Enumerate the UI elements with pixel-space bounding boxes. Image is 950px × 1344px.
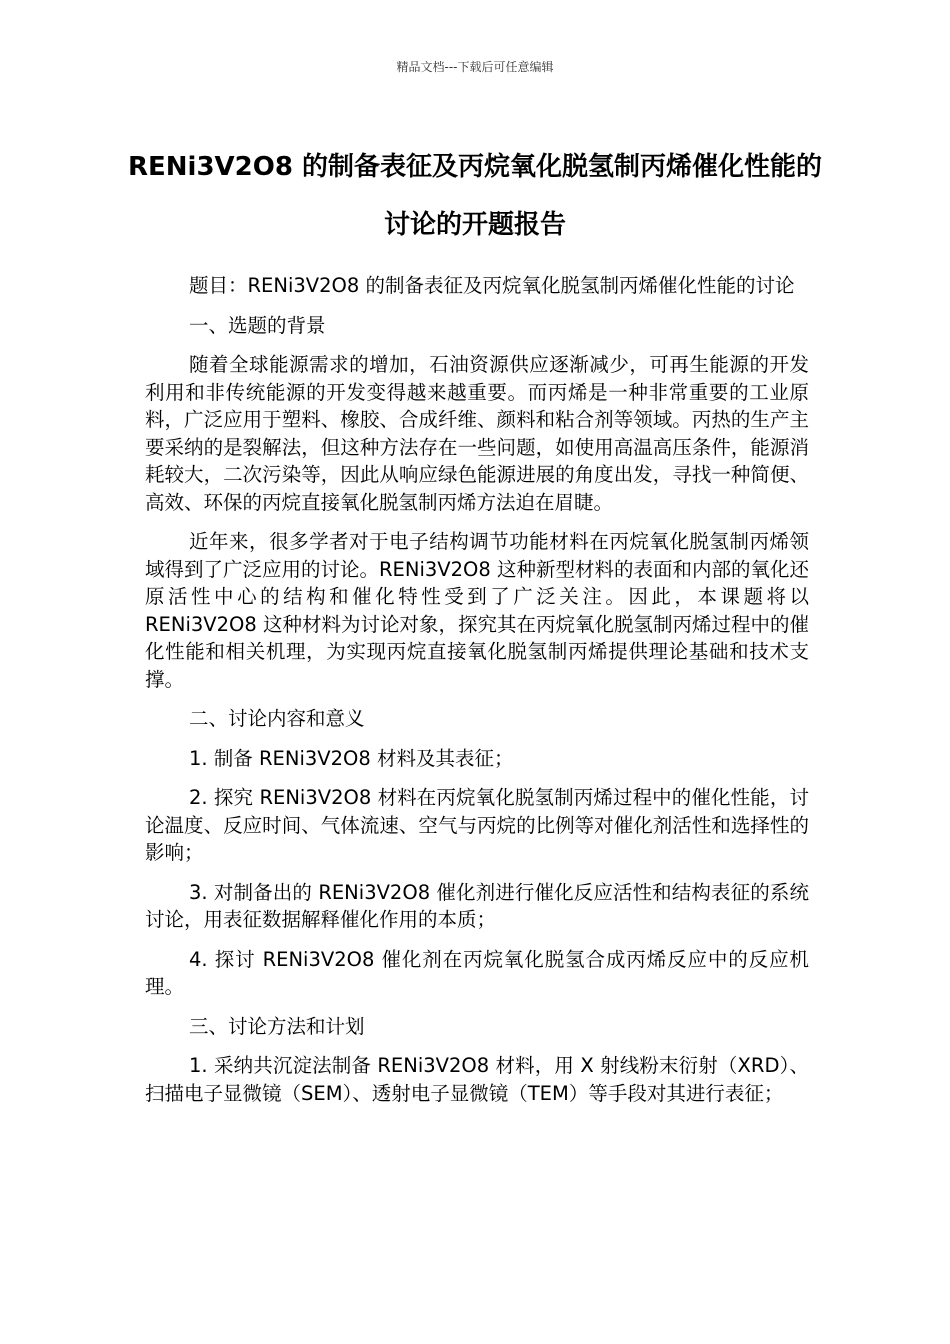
section-heading-background: 一、选题的背景 xyxy=(189,313,326,337)
section-heading-content: 二、讨论内容和意义 xyxy=(189,707,365,730)
list-item: 4. 探讨 RENi3V2O8 催化剂在丙烷氧化脱氢合成丙烯反应中的反应机理。 xyxy=(145,947,809,998)
body-paragraph: 随着全球能源需求的增加，石油资源供应逐渐减少，可再生能源的开发利用和非传统能源的开发变得越来越重要。而丙烯是一种非常重要的工业原料，广泛应用于塑料、橡胶、合成纤维、颜料和粘合剂等领域。丙热的生产主要采纳的是裂解法，但这种方法存在一些问题，如使用高温高压条件，能源消耗较大，二次污染等，因此从响应绿色能源进展的角度出发，寻找一种简便、高效、环保的丙烷直接氧化脱氢制丙烯方法迫在眉睫。 xyxy=(145,353,809,514)
list-item: 3. 对制备出的 RENi3V2O8 催化剂进行催化反应活性和结构表征的系统讨论，用表征数据解释催化作用的本质； xyxy=(145,880,809,931)
list-item: 1. 采纳共沉淀法制备 RENi3V2O8 材料，用 X 射线粉末衍射（XRD）、扫描电子显微镜（SEM）、透射电子显微镜（TEM）等手段对其进行表征； xyxy=(145,1054,809,1105)
body-paragraph: 近年来，很多学者对于电子结构调节功能材料在丙烷氧化脱氢制丙烯领域得到了广泛应用的讨论。RENi3V2O8 这种新型材料的表面和内部的氧化还原活性中心的结构和催化特性受到了广泛关注。因此，本课题将以 RENi3V2O8 这种材料为讨论对象，探究其在丙烷氧化脱氢制丙烯过程中的催化性能和相关机理，为实现丙烷直接氧化脱氢制丙烯提供理论基础和技术支撑。 xyxy=(145,530,809,691)
list-item: 2. 探究 RENi3V2O8 材料在丙烷氧化脱氢制丙烯过程中的催化性能，讨论温度、反应时间、气体流速、空气与丙烷的比例等对催化剂活性和选择性的影响； xyxy=(145,786,809,864)
topic-paragraph: 题目：RENi3V2O8 的制备表征及丙烷氧化脱氢制丙烯催化性能的讨论 xyxy=(189,274,795,297)
section-heading-methods: 三、讨论方法和计划 xyxy=(189,1014,365,1038)
document-body xyxy=(145,272,809,1119)
list-item: 1. 制备 RENi3V2O8 材料及其表征； xyxy=(189,746,514,770)
header-note: 精品文档---下载后可任意编辑 xyxy=(396,60,554,74)
document-title: RENi3V2O8 的制备表征及丙烷氧化脱氢制丙烯催化性能的讨论的开题报告 xyxy=(127,152,822,240)
